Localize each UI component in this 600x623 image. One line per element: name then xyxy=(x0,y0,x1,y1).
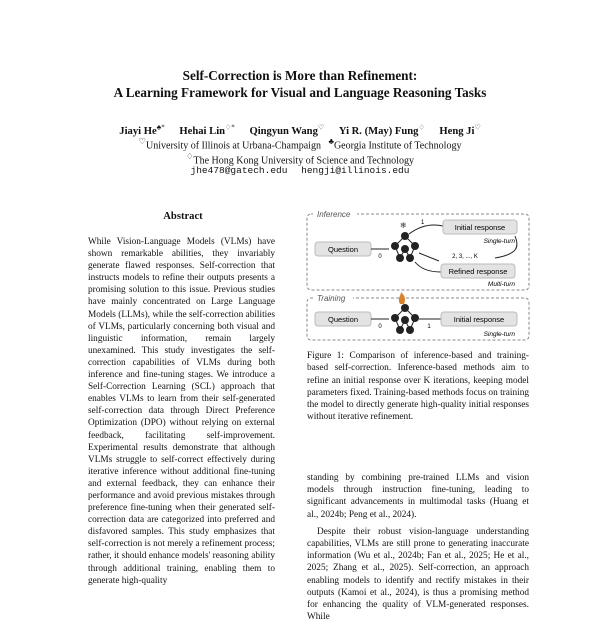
snowflake-icon: ❄ xyxy=(400,221,407,230)
affiliation-line1: ♡University of Illinois at Urbana-Champaign ♣Georgia Institute of Technology xyxy=(138,137,462,152)
single-turn-label: Single-turn xyxy=(483,238,515,245)
edge-label-0-training: 0 xyxy=(378,324,382,330)
refined-response-label: Refined response xyxy=(448,267,508,276)
single-turn-label-training: Single-turn xyxy=(483,331,515,338)
figure-1 xyxy=(305,206,531,346)
paper-title-line1: Self-Correction is More than Refinement: xyxy=(182,68,418,83)
email: hengji@illinois.edu xyxy=(301,165,410,176)
author: Qingyun Wang♡ xyxy=(249,123,325,137)
iteration-label: 2, 3, ..., K xyxy=(452,254,478,260)
author: Yi R. (May) Fung♢ xyxy=(338,123,425,137)
abstract-text: While Vision-Language Models (VLMs) have shown remarkable abilities, they invariably generate flawed responses. Self-correction that instructs models to refine their outputs presents a promising solution to this issue. Previous studies have mainly concentrated on Large Language Models (LLMs), while the self-correction abilities of VLMs, particularly concerning both visual and linguistic information, remain largely unexamined. This study investigates the self-correction capabilities of VLMs during both inference and fine-tuning stages. We introduce a Self-Correction Learning (SCL) approach that enables VLMs to learn from their self-generated self-correction data through Direct Preference Optimization (DPO) without relying on external feedback, facilitating self-improvement. Experimental results demonstrate that although VLMs struggle to self-correct effectively during iterative inference without additional fine-tuning and external feedback, they can enhance their performance and avoid previous mistakes through preference fine-tuning when their generated self-correction data are categorized into preferred and disfavored samples. This study emphasizes that self-correction is not merely a refinement process; rather, it should enhance models' reasoning ability through additional training, enabling them to generate high-quality xyxy=(88,237,275,586)
paper-title-line2: A Learning Framework for Visual and Language Reasoning Tasks xyxy=(113,85,487,100)
affiliation-line2: ♢The Hong Kong University of Science and Technology xyxy=(186,152,414,167)
abstract-heading: Abstract xyxy=(163,211,203,222)
flame-icon xyxy=(399,292,405,304)
author: Jiayi He♣* xyxy=(119,123,165,137)
inference-label: Inference xyxy=(317,210,351,219)
model-network-training xyxy=(391,304,419,334)
edge-label-1: 1 xyxy=(421,220,425,226)
edge-label-0: 0 xyxy=(378,254,382,260)
author: Hehai Lin♢* xyxy=(179,123,235,137)
edge-label-1-training: 1 xyxy=(427,324,431,330)
multi-turn-label: Multi-turn xyxy=(487,281,515,288)
email: jhe478@gatech.edu xyxy=(190,165,288,176)
question-label-training: Question xyxy=(327,315,359,324)
paragraph: Despite their robust vision-language understanding capabilities, VLMs are still prone to generating inaccurate information (Wu et al., 2024b; Fan et al., 2025; He et al., 2025; Zhang et al., 2025). Self-correction, an approach enabling models to identify and rectify mistakes in their outputs (Kamoi et al., 2024), is thus a promising method for enhancing the quality of VLM-generated responses. While xyxy=(307,526,529,623)
training-label: Training xyxy=(317,294,346,303)
paragraph: standing by combining pre-trained LLMs and vision models through instruction fine-tuning, leading to significant advancements in multimodal tasks (Huang et al., 2024b; Peng et al., 2024). xyxy=(307,473,529,520)
author: Heng Ji♡ xyxy=(439,123,481,137)
initial-response-label: Initial response xyxy=(454,223,506,232)
figure-caption: Figure 1: Comparison of inference-based and training-based self-correction. Inference-based methods aim to refine an initial response over K iterations, keeping model parameters fixed. Training-based methods focus on training the model to directly generate high-quality initial responses without iterative refinement. xyxy=(307,351,529,423)
body-text xyxy=(307,472,529,623)
initial-response-label-training: Initial response xyxy=(453,315,505,324)
author-emails xyxy=(0,164,600,177)
model-network-inference xyxy=(391,232,419,262)
question-label: Question xyxy=(327,245,359,254)
